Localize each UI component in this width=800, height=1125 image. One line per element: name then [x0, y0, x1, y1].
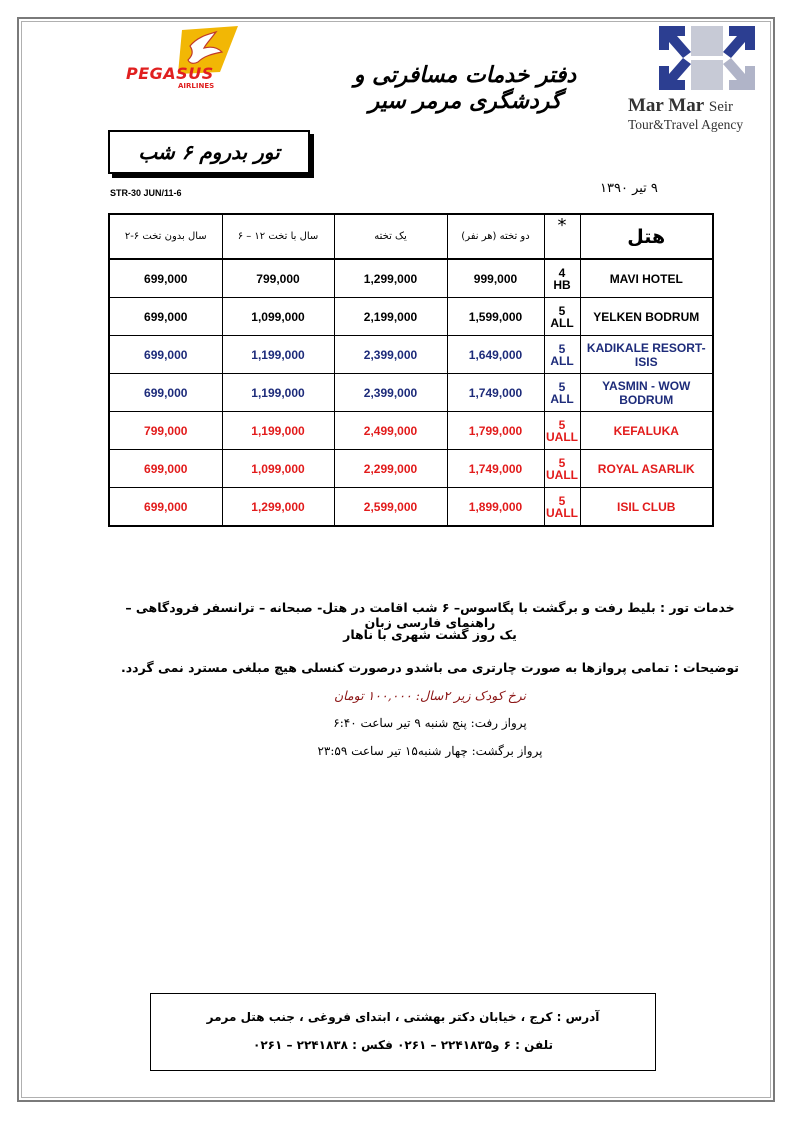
hotel-name: YASMIN - WOW BODRUM [580, 374, 713, 412]
hotel-name: MAVI HOTEL [580, 259, 713, 298]
price-double: 1,799,000 [447, 412, 544, 450]
price-child-2-6: 699,000 [109, 259, 222, 298]
marmar-arrows-logo-icon [655, 22, 759, 94]
price-child-2-6: 699,000 [109, 374, 222, 412]
hotel-rating [544, 374, 580, 412]
board-type: UALL [546, 467, 578, 482]
board-type: HB [553, 277, 571, 292]
hotel-rating [544, 259, 580, 298]
board-type: UALL [546, 505, 578, 520]
city-tour-note: یک روز گشت شهری با ناهار [343, 627, 517, 642]
header-child-2-6: ۲-۶ سال بدون تخت [109, 214, 222, 259]
board-type: ALL [550, 391, 574, 406]
hotel-name: KEFALUKA [580, 412, 713, 450]
star-count: 5 [558, 493, 566, 508]
hotel-name: YELKEN BODRUM [580, 298, 713, 336]
phone-fax: تلفن : ۶ و۲۲۴۱۸۳۵ – ۰۲۶۱ فکس : ۲۲۴۱۸۳۸ – ۰۲۶۱ [253, 1038, 553, 1052]
tour-code: STR-30 JUN/11-6 [110, 188, 182, 198]
price-child-2-6: 699,000 [109, 336, 222, 374]
tour-date: ۹ تیر ۱۳۹۰ [600, 181, 658, 196]
hotel-rating [544, 450, 580, 488]
header-star: * [544, 214, 580, 259]
table-header-row [109, 214, 713, 259]
price-single: 2,399,000 [334, 374, 447, 412]
contact-box [150, 993, 656, 1071]
price-child-6-12: 799,000 [222, 259, 334, 298]
price-child-6-12: 1,199,000 [222, 412, 334, 450]
price-single: 1,299,000 [334, 259, 447, 298]
price-child-6-12: 1,099,000 [222, 450, 334, 488]
price-child-6-12: 1,299,000 [222, 488, 334, 527]
table-row [109, 488, 713, 527]
header-child-6-12: ۶ – ۱۲ سال با تخت [222, 214, 334, 259]
tour-services: خدمات تور : بلیط رفت و برگشت با پگاسوس– ۶ شب اقامت در هتل- صبحانه – ترانسفر فرودگاهی –راهنمای فارسی زبان [125, 600, 735, 630]
price-single: 2,299,000 [334, 450, 447, 488]
hotel-name: ROYAL ASARLIK [580, 450, 713, 488]
agency-subtitle: Tour&Travel Agency [628, 117, 744, 132]
price-double: 1,649,000 [447, 336, 544, 374]
price-child-2-6: 799,000 [109, 412, 222, 450]
table-row [109, 336, 713, 374]
price-double: 1,749,000 [447, 374, 544, 412]
price-double: 1,749,000 [447, 450, 544, 488]
agency-name: Mar Mar Seir [628, 95, 734, 116]
price-table [108, 213, 714, 527]
hotel-name: KADIKALE RESORT- ISIS [580, 336, 713, 374]
star-count: 5 [558, 455, 566, 470]
price-double: 1,599,000 [447, 298, 544, 336]
price-child-6-12: 1,199,000 [222, 336, 334, 374]
header-single: یک تخته [334, 214, 447, 259]
hotel-rating [544, 488, 580, 527]
star-count: 5 [558, 379, 566, 394]
header-hotel: هتل [580, 214, 713, 259]
agency-title: دفتر خدمات مسافرتی و گردشگری مرمر سیر [353, 62, 577, 114]
airline-logo-text: PEGASUS [126, 64, 214, 83]
hotel-name: ISIL CLUB [580, 488, 713, 527]
hotel-rating [544, 298, 580, 336]
departure-flight: پرواز رفت: پنج شنبه ۹ تیر ساعت ۶:۴۰ [333, 716, 527, 730]
table-row [109, 298, 713, 336]
star-count: 5 [558, 303, 566, 318]
table-row [109, 412, 713, 450]
star-count: 4 [558, 265, 566, 280]
hotel-rating [544, 336, 580, 374]
return-flight: پرواز برگشت: چهار شنبه۱۵ تیر ساعت ۲۳:۵۹ [317, 744, 543, 758]
price-single: 2,599,000 [334, 488, 447, 527]
star-count: 5 [558, 341, 566, 356]
airline-logo-subtext: AIRLINES [178, 82, 215, 90]
price-child-2-6: 699,000 [109, 488, 222, 527]
price-single: 2,399,000 [334, 336, 447, 374]
table-row [109, 259, 713, 298]
hotel-rating [544, 412, 580, 450]
star-count: 5 [558, 417, 566, 432]
board-type: ALL [550, 315, 574, 330]
price-child-6-12: 1,099,000 [222, 298, 334, 336]
price-double: 999,000 [447, 259, 544, 298]
table-row [109, 450, 713, 488]
price-single: 2,499,000 [334, 412, 447, 450]
child-rate-note: نرخ کودک زیر ۲سال: ۱۰۰,۰۰۰ تومان [333, 688, 527, 703]
remarks-note: توضیحات : تمامی پروازها به صورت چارتری می باشدو درصورت کنسلی هیچ مبلغی مسترد نمی گردد. [121, 660, 739, 675]
tour-title-box [108, 130, 310, 174]
price-child-2-6: 699,000 [109, 298, 222, 336]
board-type: ALL [550, 353, 574, 368]
tour-title: تور بدروم ۶ شب [138, 140, 280, 164]
table-row [109, 374, 713, 412]
price-child-6-12: 1,199,000 [222, 374, 334, 412]
page-frame [17, 17, 775, 1102]
board-type: UALL [546, 429, 578, 444]
price-double: 1,899,000 [447, 488, 544, 527]
header-double: دو تخته (هر نفر) [447, 214, 544, 259]
address: آدرس : کرج ، خیابان دکتر بهشتی ، ابتدای فروغی ، جنب هتل مرمر [206, 1010, 600, 1024]
price-child-2-6: 699,000 [109, 450, 222, 488]
price-single: 2,199,000 [334, 298, 447, 336]
